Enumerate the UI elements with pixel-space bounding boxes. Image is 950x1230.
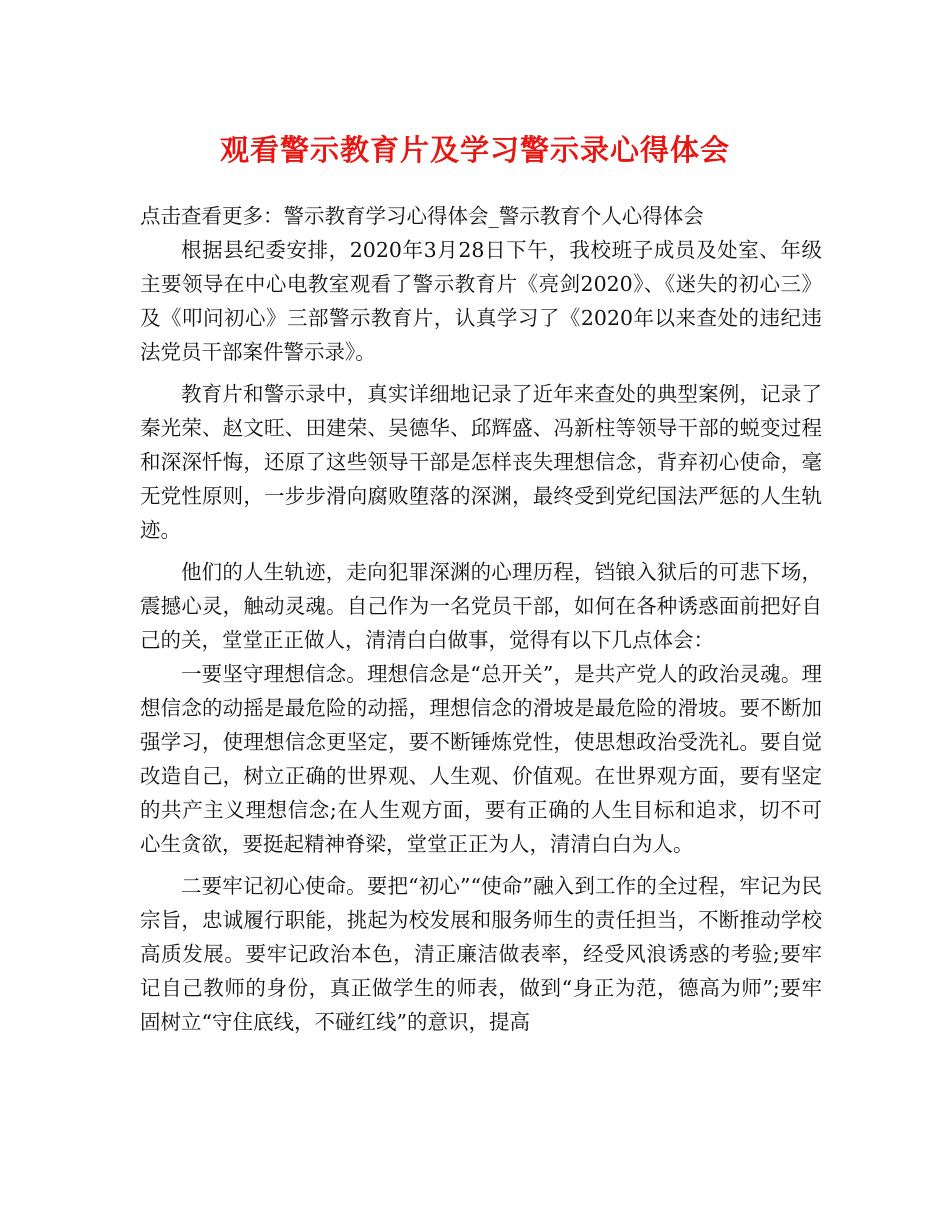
document-title: 观看警示教育片及学习警示录心得体会 (219, 133, 730, 167)
paragraph-4: 一要坚守理想信念。理想信念是“总开关”，是共产党人的政治灵魂。理想信念的动摇是最危险的动摇，理想信念的滑坡是最危险的滑坡。要不断加强学习，使理想信念更坚定，要不断锤炼党性，使思想政治受洗礼。要自觉改造自己，树立正确的世界观、人生观、价值观。在世界观方面，要有坚定的共产主义理想信念;在人生观方面，要有正确的人生目标和追求，切不可心生贪欲，要挺起精神脊梁，堂堂正正为人，清清白白为人。 (140, 662, 822, 856)
paragraph-5: 二要牢记初心使命。要把“初心”“使命”融入到工作的全过程，牢记为民宗旨，忠诚履行职能，挑起为校发展和服务师生的责任担当，不断推动学校高质发展。要牢记政治本色，清正廉洁做表率，经受风浪诱惑的考验;要牢记自己教师的身份，真正做学生的师表，做到“身正为范，德高为师”;要牢固树立“守住底线，不碰红线”的意识，提高 (140, 874, 822, 1034)
more-link[interactable]: 点击查看更多：警示教育学习心得体会_警示教育个人心得体会 (140, 204, 704, 228)
paragraph-2: 教育片和警示录中，真实详细地记录了近年来查处的典型案例，记录了秦光荣、赵文旺、田建荣、吴德华、邱辉盛、冯新柱等领导干部的蜕变过程和深深忏悔，还原了这些领导干部是怎样丧失理想信念，背弃初心使命，毫无党性原则，一步步滑向腐败堕落的深渊，最终受到党纪国法严惩的人生轨迹。 (140, 382, 822, 542)
paragraph-1: 根据县纪委安排，2020年3月28日下午，我校班子成员及处室、年级主要领导在中心电教室观看了警示教育片《亮剑2020》、《迷失的初心三》及《叩问初心》三部警示教育片，认真学习了《2020年以来查处的违纪违法党员干部案件警示录》。 (140, 238, 822, 364)
document-body (140, 199, 822, 1039)
paragraph-3: 他们的人生轨迹，走向犯罪深渊的心理历程，铛锒入狱后的可悲下场，震撼心灵，触动灵魂。自己作为一名党员干部，如何在各种诱惑面前把好自己的关，堂堂正正做人，清清白白做事，觉得有以下几点体会： (140, 560, 822, 652)
